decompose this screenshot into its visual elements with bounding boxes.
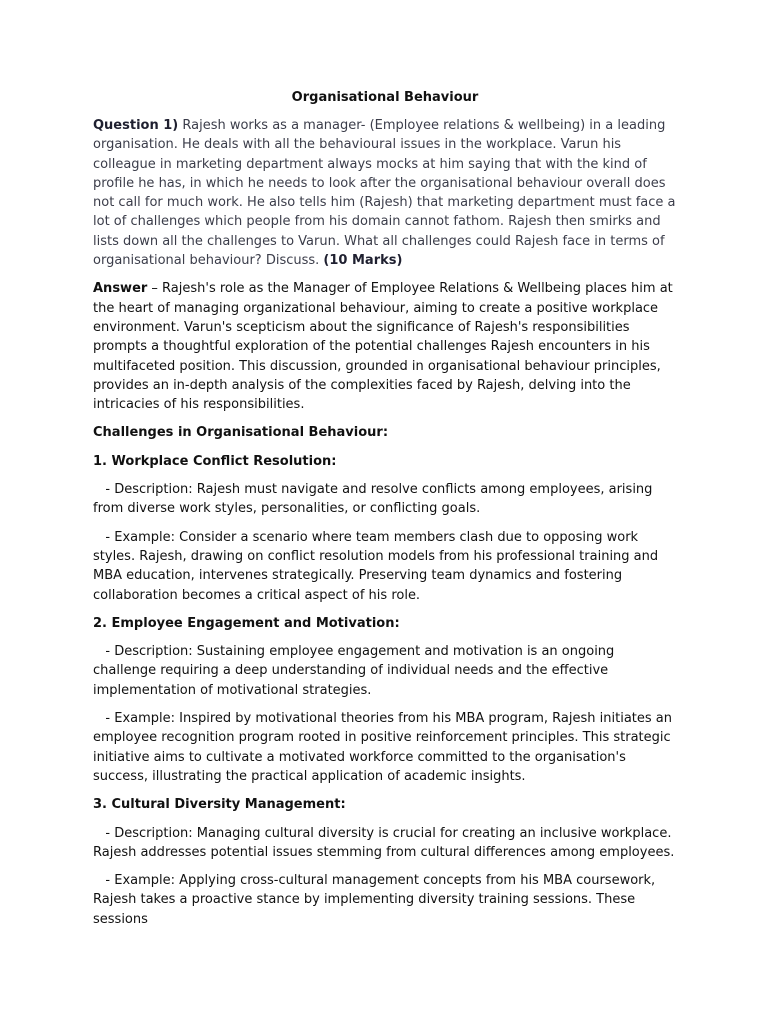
document-page	[93, 88, 677, 938]
challenges-heading: Challenges in Organisational Behaviour:	[93, 425, 389, 441]
section-3-description: - Description: Managing cultural diversity is crucial for creating an inclusive workplace. Rajesh addresses potential issues stemming from cultural differences among employees.	[93, 825, 676, 860]
answer-text: – Rajesh's role as the Manager of Employee Relations & Wellbeing places him at the heart of managing organizational behaviour, aiming to create a positive workplace environment. Varun's scepticism about the significance of Rajesh's responsibilities prompts a thoughtful exploration of the potential challenges Rajesh encounters in his multifaceted position. This discussion, grounded in organisational behaviour principles, provides an in-depth analysis of the complexities faced by Rajesh, delving into the intricacies of his responsibilities.	[93, 281, 673, 413]
question-text: Rajesh works as a manager- (Employee relations & wellbeing) in a leading organisation. He deals with all the behavioural issues in the workplace. Varun his colleague in marketing department always mocks at him saying that with the kind of profile he has, in which he needs to look after the organisational behaviour overall does not call for much work. He also tells him (Rajesh) that marketing department must face a lot of challenges which people from his domain cannot fathom. Rajesh then smirks and lists down all the challenges to Varun. What all challenges could Rajesh face in terms of organisational behaviour? Discuss.	[93, 118, 676, 269]
section-1-heading: 1. Workplace Conflict Resolution:	[93, 453, 337, 469]
question-marks: (10 Marks)	[323, 253, 403, 269]
section-2-example: - Example: Inspired by motivational theories from his MBA program, Rajesh initiates an employee recognition program rooted in positive reinforcement principles. This strategic initiative aims to cultivate a motivated workforce committed to the organisation's success, illustrating the practical application of academic insights.	[93, 711, 677, 784]
section-2-heading: 2. Employee Engagement and Motivation:	[93, 615, 400, 631]
question-paragraph	[93, 116, 677, 270]
section-3-example: - Example: Applying cross-cultural management concepts from his MBA coursework, Rajesh takes a proactive stance by implementing diversity training sessions. These sessions	[93, 873, 660, 927]
question-label: Question 1)	[93, 118, 179, 133]
section-2-description: - Description: Sustaining employee engagement and motivation is an ongoing challenge requiring a deep understanding of individual needs and the effective implementation of motivational strategies.	[93, 644, 619, 698]
answer-label: Answer	[93, 281, 148, 297]
document-title: Organisational Behaviour	[291, 90, 479, 105]
section-3-heading: 3. Cultural Diversity Management:	[93, 797, 346, 813]
section-1-description: - Description: Rajesh must navigate and resolve conflicts among employees, arising from diverse work styles, personalities, or conflicting goals.	[93, 482, 657, 517]
answer-paragraph	[93, 279, 677, 414]
section-1-example: - Example: Consider a scenario where team members clash due to opposing work styles. Rajesh, drawing on conflict resolution models from his professional training and MBA education, intervenes strategically. Preserving team dynamics and fostering collaboration becomes a critical aspect of his role.	[93, 529, 663, 603]
